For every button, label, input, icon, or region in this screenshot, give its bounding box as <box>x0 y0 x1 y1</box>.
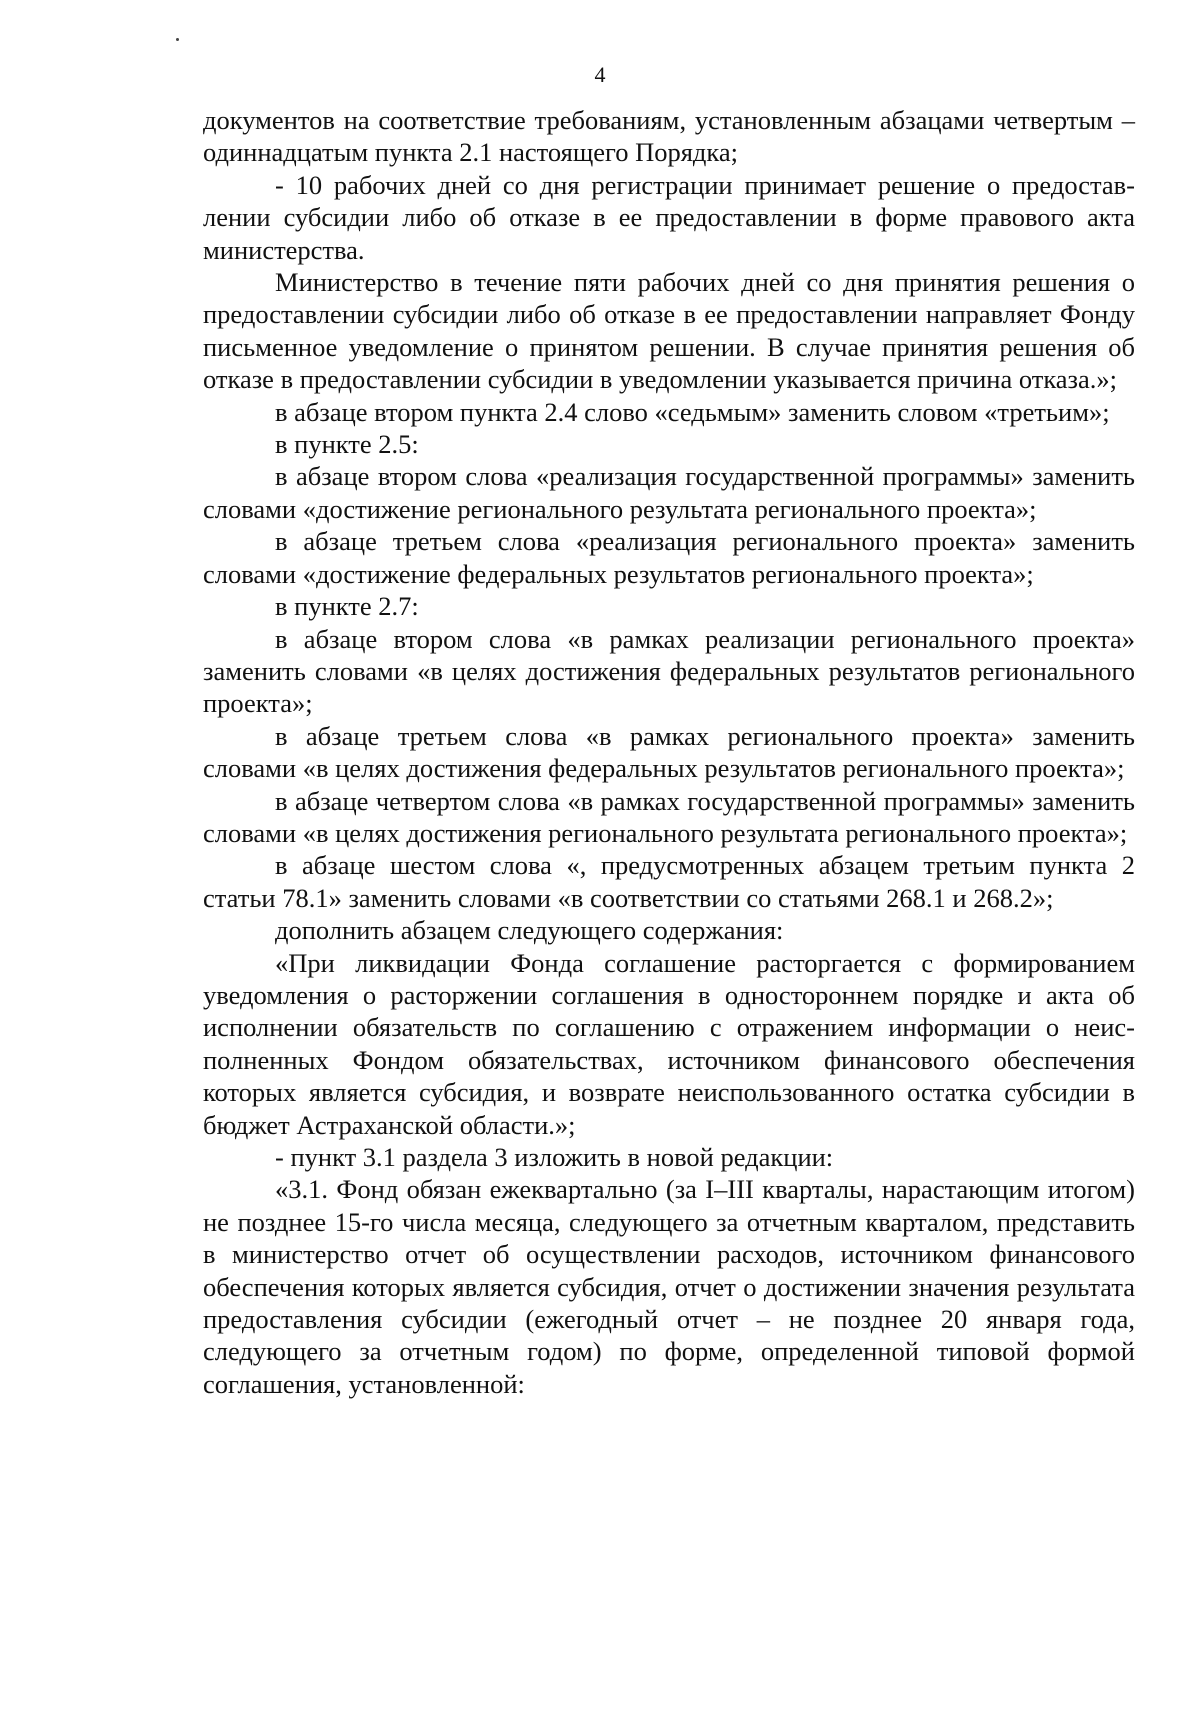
paragraph: - 10 рабочих дней со дня регистрации принимает решение о предоставлении субсидии либо об отказе в ее предоставлении в форме правового акта министерства. <box>203 169 1135 265</box>
paragraph: - пункт 3.1 раздела 3 изложить в новой редакции: <box>275 1142 834 1172</box>
paragraph: в абзаце втором слова «реализация государственной программы» заменить словами «достижение регионального результата регионального проекта»; <box>203 461 1135 524</box>
page-number: 4 <box>594 62 606 87</box>
paragraph: «При ликвидации Фонда соглашение расторгается с формированием уведомления о расторжении соглашения в одностороннем порядке и акта об исполнении обязательств по соглашению с отражением информации о неисполненных Фондом обязательствах, источником финансового обеспечения которых является субсидия, и возврате неиспользованного остатка субсидии в бюджет Астраханской области.»; <box>203 947 1135 1140</box>
paragraph: в пункте 2.5: <box>275 429 419 460</box>
paragraph: в абзаце четвертом слова «в рамках государственной программы» заменить словами «в целях достижения регионального результата регионального проекта»; <box>203 785 1135 848</box>
paragraph: дополнить абзацем следующего содержания: <box>275 915 784 946</box>
paragraph: Министерство в течение пяти рабочих дней со дня принятия решения о предоставлении субсидии либо об отказе в ее предоставлении направляет Фонду письменное уведомление о принятом решении. В случае принятия решения об отказе в предоставлении субсидии в уведомлении указывается причина отказа.»; <box>203 267 1135 395</box>
paragraph: в абзаце третьем слова «в рамках регионального проекта» заменить словами «в целях достижения федеральных результатов регионального проекта»; <box>203 720 1135 784</box>
scan-speck <box>176 38 179 41</box>
paragraph: документов на соответствие требованиям, установленным абзацами четвертым – одиннадцатым пункта 2.1 настоящего Порядка; <box>203 105 1135 168</box>
paragraph: в абзаце третьем слова «реализация регионального проекта» заменить словами «достижение федеральных результатов регионального проекта»; <box>203 526 1135 589</box>
paragraph: в абзаце шестом слова «, предусмотренных абзацем третьим пункта 2 статьи 78.1» заменить словами «в соответствии со статьями 268.1 и 268.2»; <box>203 850 1135 913</box>
paragraph: в абзаце втором слова «в рамках реализации регионального проекта» заменить словами «в целях достижения федеральных результатов регионального проекта»; <box>203 623 1135 719</box>
paragraph: «3.1. Фонд обязан ежеквартально (за I–III кварталы, нарастающим итогом) не позднее 15-го числа месяца, следующего за отчетным кварталом, представить в министерство отчет об осуществлении расходов, источником финансового обеспечения которых является субсидия, отчет о достижении значения результата предоставления субсидии (ежегодный отчет – не позднее 20 января года, следующего за отчетным годом) по форме, определенной типовой формой соглашения, установленной: <box>203 1174 1135 1399</box>
paragraph: в пункте 2.7: <box>275 591 419 622</box>
document-body <box>203 104 1135 1400</box>
paragraph: в абзаце втором пункта 2.4 слово «седьмым» заменить словом «третьим»; <box>275 396 1110 427</box>
